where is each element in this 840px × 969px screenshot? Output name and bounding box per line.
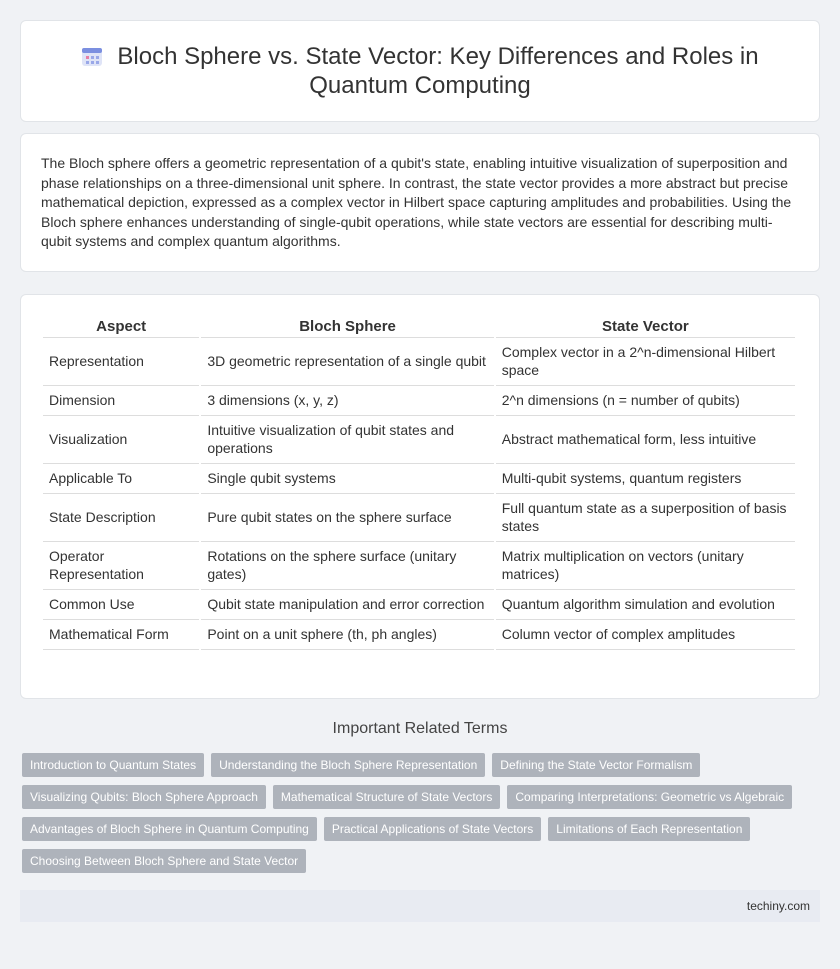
related-term-tag[interactable]: Visualizing Qubits: Bloch Sphere Approach <box>22 785 266 809</box>
comparison-table-card <box>20 294 820 699</box>
table-cell-bloch-sphere: 3D geometric representation of a single qubit <box>201 338 493 386</box>
related-term-tag[interactable]: Limitations of Each Representation <box>548 817 750 841</box>
related-terms-title: Important Related Terms <box>332 720 508 737</box>
table-cell-aspect: Operator Representation <box>43 542 199 590</box>
related-term-tag[interactable]: Introduction to Quantum States <box>22 753 204 777</box>
column-header-aspect: Aspect <box>43 315 199 338</box>
table-cell-state-vector: Quantum algorithm simulation and evolution <box>496 590 795 620</box>
table-cell-state-vector: Multi-qubit systems, quantum registers <box>496 464 795 494</box>
calendar-grid-icon <box>81 45 103 67</box>
table-cell-bloch-sphere: Qubit state manipulation and error correction <box>201 590 493 620</box>
column-header-state-vector: State Vector <box>496 315 795 338</box>
related-term-tag[interactable]: Choosing Between Bloch Sphere and State Vector <box>22 849 306 873</box>
related-term-tag[interactable]: Mathematical Structure of State Vectors <box>273 785 500 809</box>
table-row <box>43 494 795 542</box>
table-cell-bloch-sphere: Single qubit systems <box>201 464 493 494</box>
table-row <box>43 590 795 620</box>
page-title <box>70 42 770 100</box>
table-cell-state-vector: Column vector of complex amplitudes <box>496 620 795 650</box>
table-cell-aspect: Representation <box>43 338 199 386</box>
table-row <box>43 542 795 590</box>
related-term-tag[interactable]: Understanding the Bloch Sphere Representation <box>211 753 485 777</box>
table-cell-aspect: Mathematical Form <box>43 620 199 650</box>
table-cell-bloch-sphere: 3 dimensions (x, y, z) <box>201 386 493 416</box>
column-header-bloch-sphere: Bloch Sphere <box>201 315 493 338</box>
table-cell-bloch-sphere: Pure qubit states on the sphere surface <box>201 494 493 542</box>
table-header-row <box>43 315 795 338</box>
footer <box>20 890 820 922</box>
table-cell-aspect: Dimension <box>43 386 199 416</box>
related-term-tag[interactable]: Defining the State Vector Formalism <box>492 753 700 777</box>
table-row <box>43 464 795 494</box>
table-cell-state-vector: Complex vector in a 2^n-dimensional Hilbert space <box>496 338 795 386</box>
related-terms-list <box>22 753 820 881</box>
table-row <box>43 386 795 416</box>
table-cell-aspect: Applicable To <box>43 464 199 494</box>
table-cell-aspect: Common Use <box>43 590 199 620</box>
header-card <box>20 20 820 122</box>
related-term-tag[interactable]: Practical Applications of State Vectors <box>324 817 541 841</box>
table-cell-state-vector: Matrix multiplication on vectors (unitary matrices) <box>496 542 795 590</box>
footer-brand[interactable]: techiny.com <box>746 899 810 913</box>
table-cell-bloch-sphere: Rotations on the sphere surface (unitary gates) <box>201 542 493 590</box>
table-cell-aspect: Visualization <box>43 416 199 464</box>
table-cell-bloch-sphere: Intuitive visualization of qubit states and operations <box>201 416 493 464</box>
table-row <box>43 416 795 464</box>
summary-text: The Bloch sphere offers a geometric representation of a qubit's state, enabling intuitive visualization of superposition and phase relationships on a three-dimensional unit sphere. In contrast, the state vector provides a more abstract but precise mathematical depiction, expressed as a complex vector in Hilbert space capturing amplitudes and probabilities. Using the Bloch sphere enhances understanding of single-qubit operations, while state vectors are essential for describing multi-qubit systems and complex quantum algorithms. <box>41 155 792 249</box>
table-cell-state-vector: Full quantum state as a superposition of basis states <box>496 494 795 542</box>
related-term-tag[interactable]: Advantages of Bloch Sphere in Quantum Computing <box>22 817 317 841</box>
comparison-table <box>41 315 797 650</box>
related-term-tag[interactable]: Comparing Interpretations: Geometric vs Algebraic <box>507 785 792 809</box>
page-title-text: Bloch Sphere vs. State Vector: Key Differences and Roles in Quantum Computing <box>117 43 759 99</box>
table-row <box>43 338 795 386</box>
table-cell-state-vector: Abstract mathematical form, less intuitive <box>496 416 795 464</box>
summary-card <box>20 133 820 272</box>
table-cell-aspect: State Description <box>43 494 199 542</box>
table-cell-state-vector: 2^n dimensions (n = number of qubits) <box>496 386 795 416</box>
table-cell-bloch-sphere: Point on a unit sphere (th, ph angles) <box>201 620 493 650</box>
table-row <box>43 620 795 650</box>
